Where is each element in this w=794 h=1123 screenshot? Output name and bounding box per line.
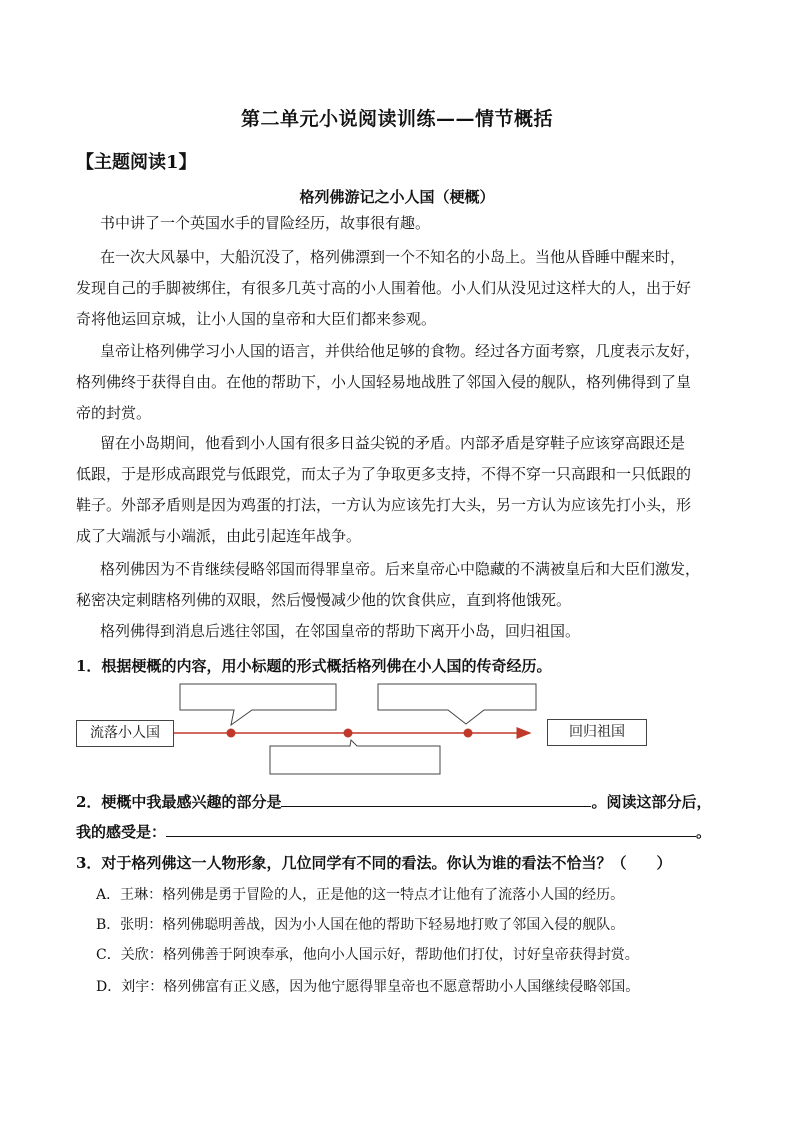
- question-1: 1．根据梗概的内容，用小标题的形式概括格列佛在小人国的传奇经历。: [76, 657, 552, 675]
- page-title: 第二单元小说阅读训练——情节概括: [240, 108, 553, 130]
- question-2-text: 我的感受是：: [76, 823, 167, 841]
- paragraph-line: 格列佛终于获得自由。在他的帮助下，小人国轻易地战胜了邻国入侵的舰队，格列佛得到了皇: [76, 373, 692, 391]
- question-2-text: 2．梗概中我最感兴趣的部分是: [76, 793, 282, 811]
- option-d: D．刘宇：格列佛富有正义感，因为他宁愿得罪皇帝也不愿意帮助小人国继续侵略邻国。: [96, 979, 640, 995]
- timeline-dot: [344, 729, 353, 738]
- paragraph-line: 在一次大风暴中，大船沉没了，格列佛漂到一个不知名的小岛上。当他从昏睡中醒来时，: [100, 248, 686, 266]
- answer-blank-interest[interactable]: [281, 790, 591, 807]
- paragraph-line: 鞋子。外部矛盾则是因为鸡蛋的打法，一方认为应该先打大头，另一方认为应该先打小头，形: [76, 496, 692, 514]
- paragraph-line: 格列佛因为不肯继续侵略邻国而得罪皇帝。后来皇帝心中隐藏的不满被皇后和大臣们激发，: [100, 560, 701, 578]
- paragraph-line: 格列佛得到消息后逃往邻国，在邻国皇帝的帮助下离开小岛，回归祖国。: [100, 622, 581, 640]
- timeline-end-box: 回归祖国: [547, 719, 647, 746]
- option-c: C．关欣：格列佛善于阿谀奉承，他向小人国示好，帮助他们打仗，讨好皇帝获得封赏。: [96, 947, 639, 963]
- section-heading: 【主题阅读1】: [76, 152, 197, 173]
- paragraph-line: 低跟，于是形成高跟党与低跟党，而太子为了争取更多支持，不得不穿一只高跟和一只低跟的: [76, 465, 692, 483]
- timeline-dot: [227, 729, 236, 738]
- question-2-text: 。: [696, 823, 712, 841]
- answer-callout-2: [270, 740, 440, 774]
- paragraph-line: 皇帝让格列佛学习小人国的语言，并供给他足够的食物。经过各方面考察，几度表示友好，: [100, 342, 701, 360]
- timeline-start-box: 流落小人国: [76, 720, 174, 747]
- story-subtitle: 格列佛游记之小人国（梗概）: [299, 188, 495, 206]
- answer-callout-3: [378, 684, 536, 724]
- question-2-line-1: [76, 790, 711, 812]
- option-b: B．张明：格列佛聪明善战，因为小人国在他的帮助下轻易地打败了邻国入侵的舰队。: [96, 917, 625, 933]
- paragraph-line: 成了大端派与小端派，由此引起连年战争。: [76, 527, 362, 545]
- question-2-line-2: [76, 820, 711, 842]
- answer-callout-1: [180, 684, 336, 725]
- paragraph-line: 帝的封赏。: [76, 404, 152, 422]
- question-3: 3．对于格列佛这一人物形象，几位同学有不同的看法。你认为谁的看法不恰当？（ ）: [76, 854, 672, 872]
- paragraph-line: 秘密决定刺瞎格列佛的双眼，然后慢慢减少他的饮食供应，直到将他饿死。: [76, 591, 572, 609]
- question-2-text: 。阅读这部分后，: [591, 793, 712, 811]
- option-a: A．王琳：格列佛是勇于冒险的人，正是他的这一特点才让他有了流落小人国的经历。: [96, 887, 625, 903]
- answer-blank-feeling[interactable]: [166, 820, 696, 837]
- paragraph-line: 奇将他运回京城，让小人国的皇帝和大臣们都来参观。: [76, 310, 437, 328]
- paragraph-line: 书中讲了一个英国水手的冒险经历，故事很有趣。: [100, 214, 431, 232]
- timeline-dot: [464, 729, 473, 738]
- paragraph-line: 留在小岛期间，他看到小人国有很多日益尖锐的矛盾。内部矛盾是穿鞋子应该穿高跟还是: [100, 434, 686, 452]
- paragraph-line: 发现自己的手脚被绑住，有很多几英寸高的小人围着他。小人们从没见过这样大的人，出于好: [76, 279, 692, 297]
